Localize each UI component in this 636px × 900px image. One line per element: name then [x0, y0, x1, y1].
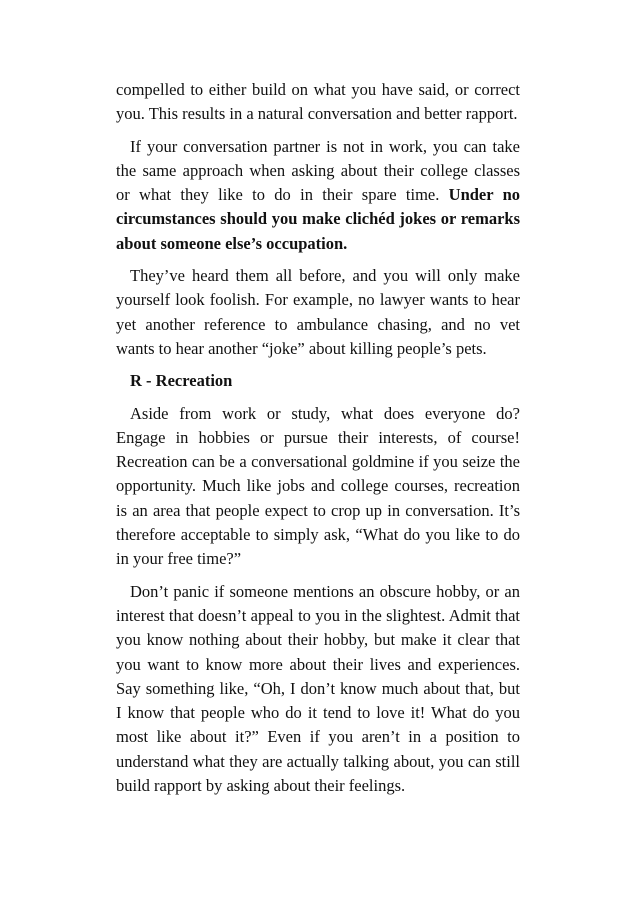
emphasis-warning: Under no circumstances should you make clichéd jokes or remarks about someone else’s occupation. — [116, 185, 521, 253]
paragraph-text: compelled to either build on what you have said, or correct you. This results in a natural conversation and better rapport. — [116, 80, 520, 124]
paragraph-text: Don’t panic if someone mentions an obscure hobby, or an interest that doesn’t appeal to you in the slightest. Admit that you know nothing about their hobby, but make it clear that you want to know more about their lives and experiences. Say something like, “Oh, I don’t know much about that, but I know that people who do it tend to love it! What do you most like about it?” Even if you aren’t in a position to understand what they are actually talking about, you can still build rapport by asking about their feelings. — [116, 581, 520, 796]
section-heading-recreation: R - Recreation — [130, 371, 233, 391]
paragraph-recreation-intro — [116, 402, 520, 572]
paragraph-text: Aside from work or study, what does everyone do? Engage in hobbies or pursue their interests, of course! Recreation can be a conversational goldmine if you seize the opportunity. Much like jobs and college courses, recreation is an area that people expect to crop up in conversation. It’s therefore acceptable to simply ask, “What do you like to do in your free time?” — [116, 403, 520, 569]
paragraph-obscure-hobby — [116, 580, 520, 799]
paragraph-continuation — [116, 78, 520, 127]
paragraph-text: If your conversation partner is not in work, you can take the same approach when asking about their college classes or what they like to do in their spare time. — [116, 136, 520, 205]
paragraph-occupation-advice — [116, 135, 520, 256]
paragraph-text: They’ve heard them all before, and you will only make yourself look foolish. For example, no lawyer wants to hear yet another reference to ambulance chasing, and no vet wants to hear another “joke” about killing people’s pets. — [116, 266, 520, 358]
paragraph-cliche-examples — [116, 264, 520, 361]
